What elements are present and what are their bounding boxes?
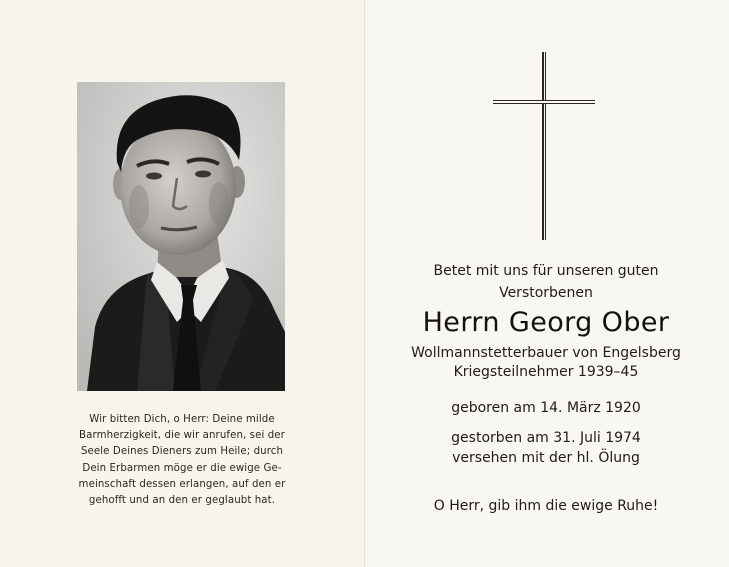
closing-prayer: O Herr, gib ihm die ewige Ruhe! <box>433 498 659 514</box>
military-service-line: Kriegsteilnehmer 1939–45 <box>453 364 639 380</box>
prayer-line: gehofft und an den er geglaubt hat. <box>88 495 276 507</box>
prayer-line: Dein Erbarmen möge er die ewige Ge- <box>82 462 282 474</box>
prayer-line: meinschaft dessen erlangen, auf den er <box>78 478 286 490</box>
death-details <box>384 428 708 468</box>
sacrament-line: versehen mit der hl. Ölung <box>452 450 640 466</box>
cross-vertical-bar <box>542 52 546 240</box>
left-panel <box>0 0 364 567</box>
prayer-line: Seele Deines Dieners zum Heile; durch <box>80 446 284 458</box>
cross-horizontal-bar <box>493 100 595 104</box>
deceased-name: Herrn Georg Ober <box>422 307 670 338</box>
portrait-photo <box>77 82 285 391</box>
occupation-line: Wollmannstetterbauer von Engelsberg <box>411 345 681 361</box>
death-date: gestorben am 31. Juli 1974 <box>451 430 641 446</box>
intro-text <box>384 260 708 304</box>
prayer-line: Wir bitten Dich, o Herr: Deine milde <box>89 414 275 425</box>
birth-date: geboren am 14. März 1920 <box>451 400 641 416</box>
prayer-text <box>62 412 302 509</box>
portrait-image <box>77 82 285 391</box>
prayer-line: Barmherzigkeit, die wir anrufen, sei der <box>79 430 285 442</box>
intro-line: Verstorbenen <box>499 285 593 301</box>
cross-icon <box>493 52 595 240</box>
intro-line: Betet mit uns für unseren guten <box>433 263 659 279</box>
deceased-details <box>384 344 708 382</box>
